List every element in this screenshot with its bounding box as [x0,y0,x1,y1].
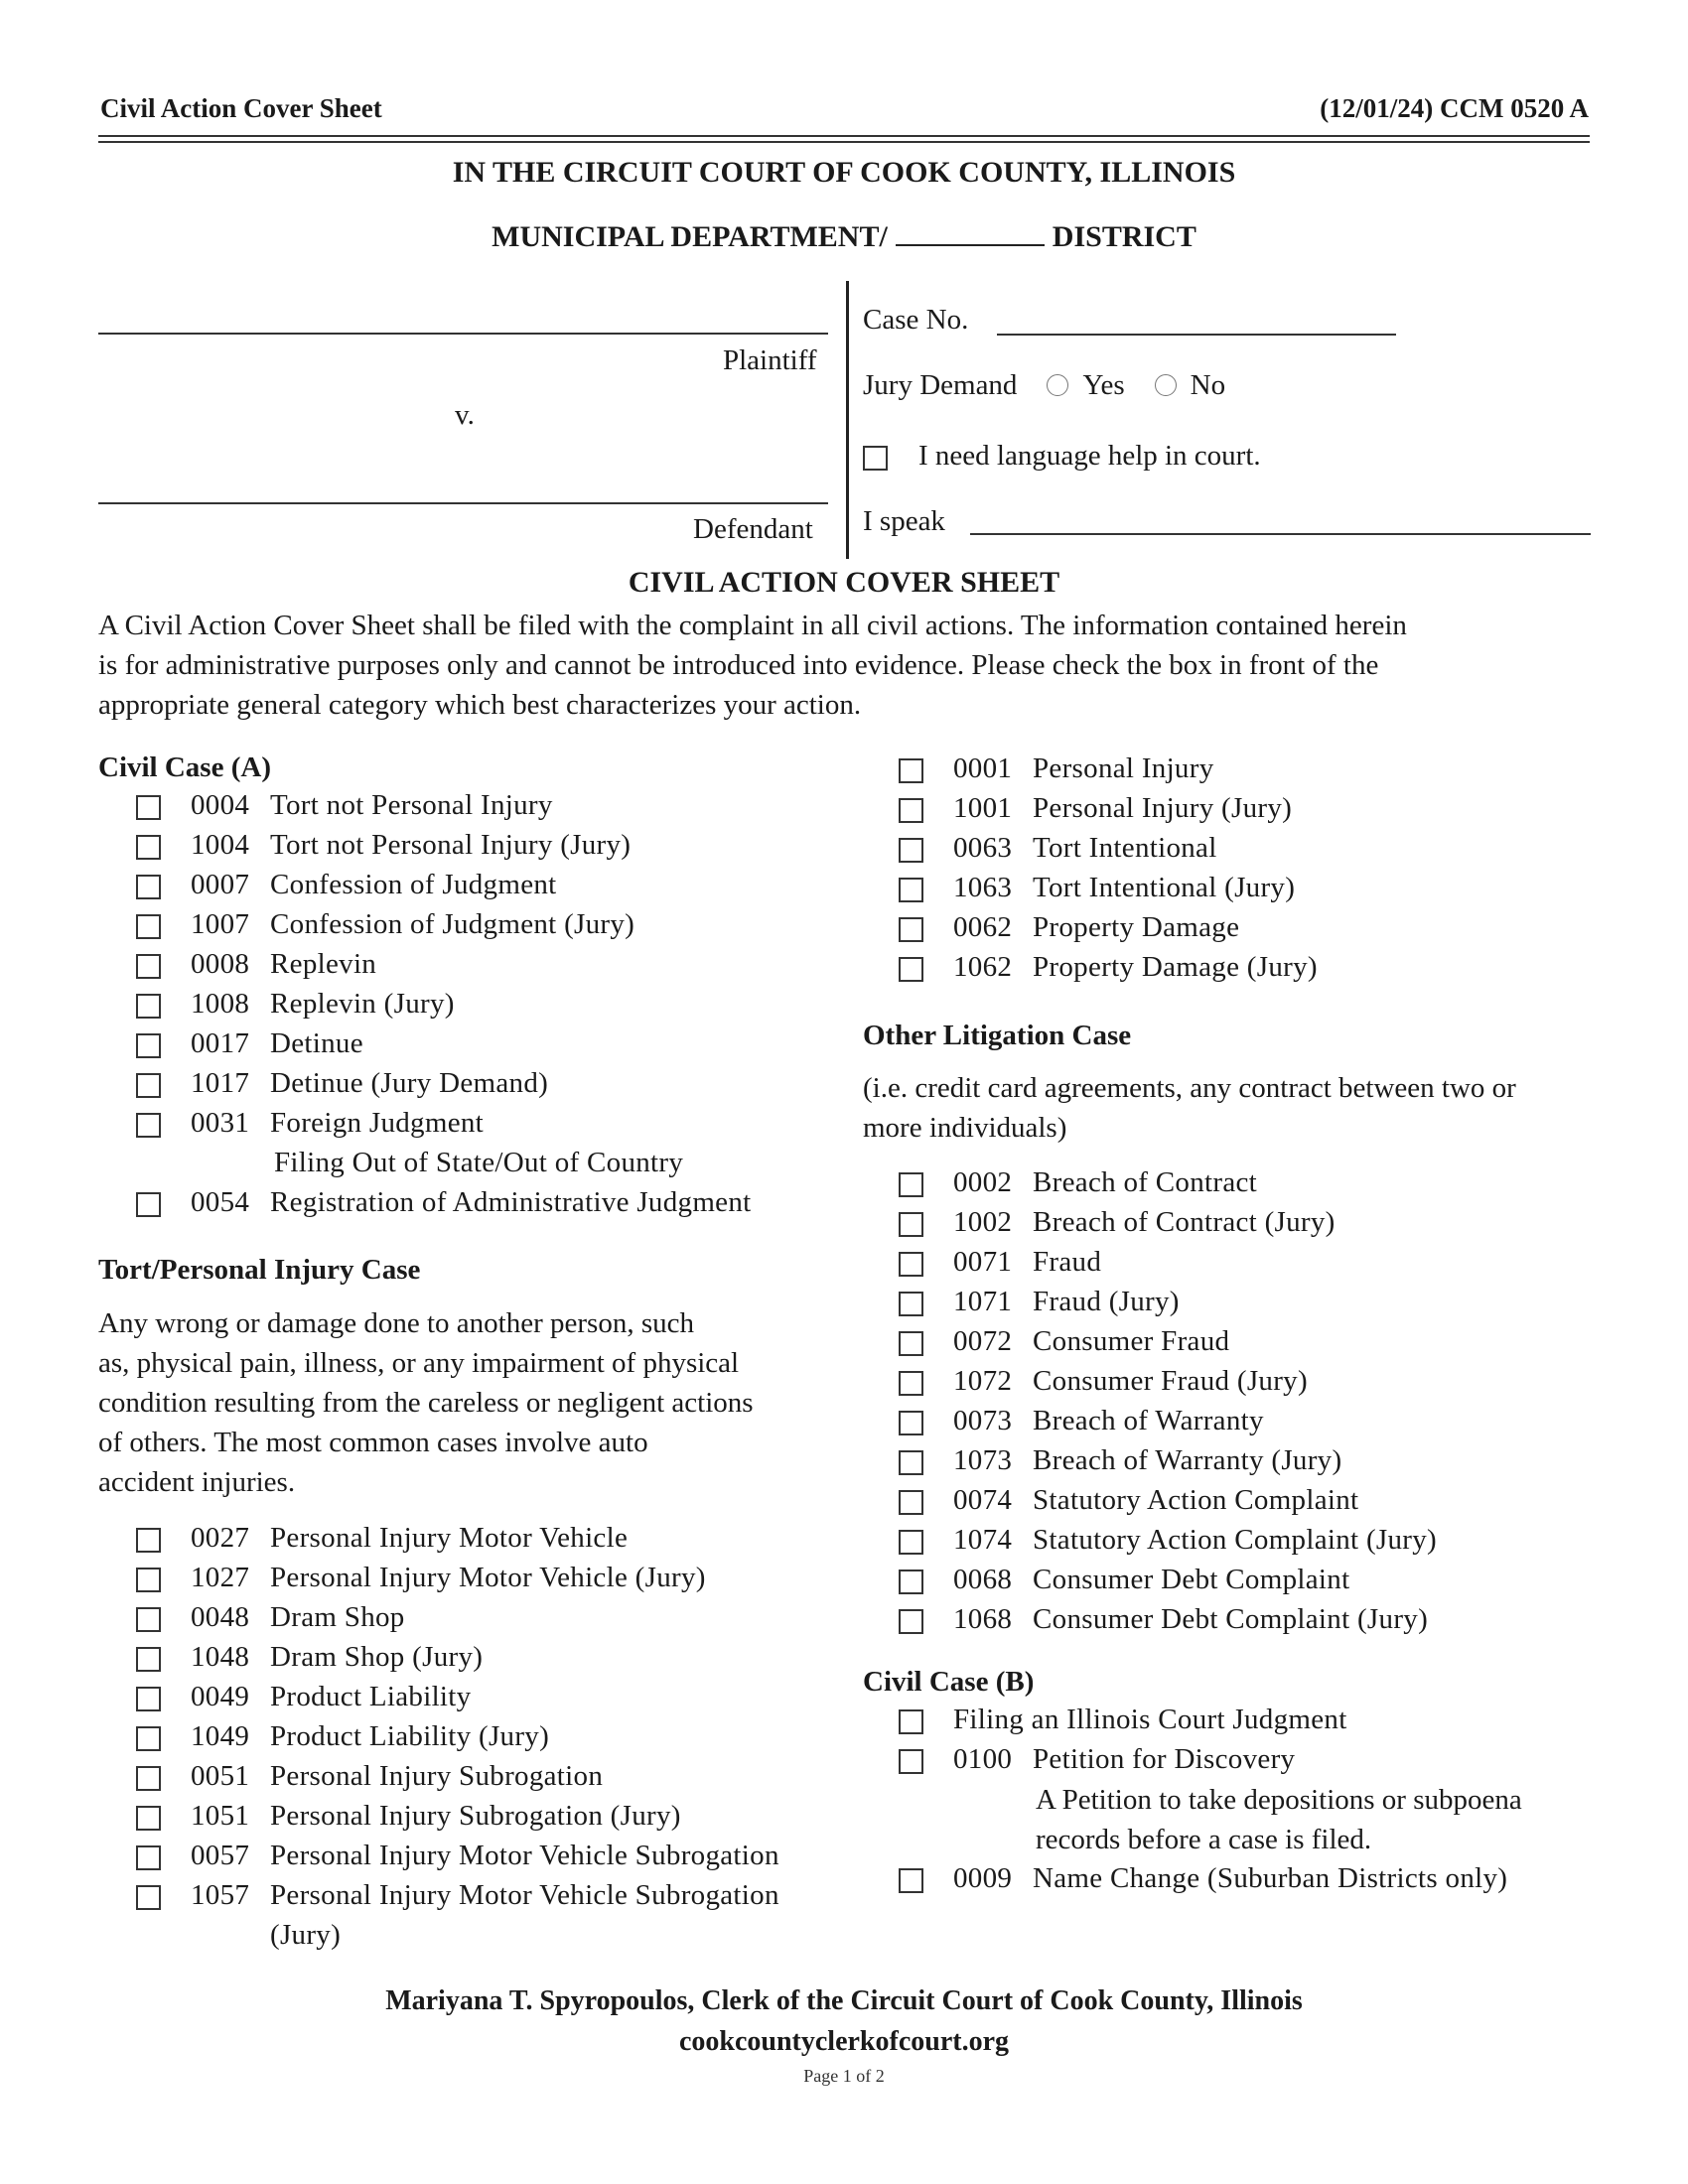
code-0057: 0057 [191,1840,250,1871]
checkbox-0001[interactable] [899,758,923,783]
form-code: (12/01/24) CCM 0520 A [1320,93,1589,123]
i-speak-field[interactable] [970,533,1591,535]
code-1048: 1048 [191,1641,250,1673]
label-0072: Consumer Fraud [1033,1325,1230,1357]
civil-case-b-heading: Civil Case (B) [863,1666,1035,1698]
checkbox-0008[interactable] [136,954,161,979]
code-0068: 0068 [953,1564,1013,1595]
checkbox-0009[interactable] [899,1868,923,1893]
label-1073: Breach of Warranty (Jury) [1033,1444,1342,1476]
clerk-name: Mariyana T. Spyropoulos, Clerk of the Circuit Court of Cook County, Illinois [385,1985,1303,2016]
intro-line: appropriate general category which best characterizes your action. [98,689,862,721]
checkbox-0007[interactable] [136,875,161,899]
other-desc-line: more individuals) [863,1112,1067,1144]
tort-desc-line: as, physical pain, illness, or any impairment of physical [98,1347,740,1379]
jury-demand-label: Jury Demand [863,369,1018,401]
party-divider [846,281,849,559]
clerk-website[interactable]: cookcountyclerkofcourt.org [678,2026,1010,2057]
code-1004: 1004 [191,829,250,861]
case-no-field[interactable] [997,334,1396,336]
plaintiff-line[interactable] [98,333,828,335]
checkbox-1007[interactable] [136,914,161,939]
checkbox-1048[interactable] [136,1647,161,1672]
label-0031-continuation: Filing Out of State/Out of Country [274,1147,684,1178]
code-1073: 1073 [953,1444,1013,1476]
label-0027: Personal Injury Motor Vehicle [270,1522,629,1554]
code-1062: 1062 [953,951,1013,983]
checkbox-0027[interactable] [136,1528,161,1553]
code-0051: 0051 [191,1760,250,1792]
code-1071: 1071 [953,1286,1013,1317]
jury-no-label: No [1190,369,1226,401]
intro-line: is for administrative purposes only and cannot be introduced into evidence. Please check the box in front of the [98,649,1379,681]
label-0004: Tort not Personal Injury [270,789,553,821]
label-1027: Personal Injury Motor Vehicle (Jury) [270,1562,706,1593]
checkbox-0017[interactable] [136,1033,161,1058]
label-1004: Tort not Personal Injury (Jury) [270,829,632,861]
page-number: Page 1 of 2 [803,2066,885,2086]
code-0008: 0008 [191,948,250,980]
sheet-title: CIVIL ACTION COVER SHEET [628,566,1060,599]
code-1049: 1049 [191,1720,250,1752]
label-0001: Personal Injury [1033,752,1214,784]
checkbox-1008[interactable] [136,994,161,1019]
checkbox-0004[interactable] [136,795,161,820]
tort-heading: Tort/Personal Injury Case [98,1254,421,1286]
code-1008: 1008 [191,988,250,1020]
defendant-label: Defendant [693,513,813,545]
code-1063: 1063 [953,872,1013,903]
tort-desc-line: Any wrong or damage done to another person, such [98,1307,694,1339]
label-0007: Confession of Judgment [270,869,557,900]
checkbox-1071[interactable] [899,1292,923,1316]
label-0074: Statutory Action Complaint [1033,1484,1359,1516]
label-1071: Fraud (Jury) [1033,1286,1180,1317]
label-0017: Detinue [270,1027,363,1059]
header-rule-top [98,135,1590,137]
code-0001: 0001 [953,752,1013,784]
code-0007: 0007 [191,869,250,900]
label-0062: Property Damage [1033,911,1240,943]
checkbox-0031[interactable] [136,1113,161,1138]
district-blank[interactable] [896,222,1045,246]
i-speak-label: I speak [863,505,945,537]
label-1049: Product Liability (Jury) [270,1720,550,1752]
label-0071: Fraud [1033,1246,1102,1278]
label-0049: Product Liability [270,1681,472,1712]
checkbox-1051[interactable] [136,1806,161,1831]
label-1062: Property Damage (Jury) [1033,951,1318,983]
defendant-line[interactable] [98,502,828,504]
checkbox-1027[interactable] [136,1568,161,1592]
checkbox-0073[interactable] [899,1411,923,1435]
intro-line: A Civil Action Cover Sheet shall be filed with the complaint in all civil actions. The information contained herein [98,610,1407,641]
versus-label: v. [455,399,475,431]
checkbox-0002[interactable] [899,1172,923,1197]
code-1027: 1027 [191,1562,250,1593]
label-0068: Consumer Debt Complaint [1033,1564,1350,1595]
checkbox-filing-judgment[interactable] [899,1709,923,1734]
jury-no-radio[interactable] [1155,374,1177,396]
code-1074: 1074 [953,1524,1013,1556]
label-1007: Confession of Judgment (Jury) [270,908,635,940]
code-0063: 0063 [953,832,1013,864]
label-0031: Foreign Judgment [270,1107,485,1139]
label-1051: Personal Injury Subrogation (Jury) [270,1800,681,1832]
label-0051: Personal Injury Subrogation [270,1760,604,1792]
checkbox-1073[interactable] [899,1450,923,1475]
language-help-label: I need language help in court. [918,440,1261,472]
label-0057: Personal Injury Motor Vehicle Subrogation [270,1840,779,1871]
tort-desc-line: condition resulting from the careless or negligent actions [98,1387,754,1419]
code-0027: 0027 [191,1522,250,1554]
discovery-desc-line: A Petition to take depositions or subpoena [1036,1784,1522,1816]
code-0049: 0049 [191,1681,250,1712]
label-1072: Consumer Fraud (Jury) [1033,1365,1308,1397]
code-0009: 0009 [953,1862,1013,1894]
label-filing-judgment: Filing an Illinois Court Judgment [953,1704,1347,1735]
civil-case-a-heading: Civil Case (A) [98,751,271,783]
discovery-description [1036,1780,1522,1859]
code-1072: 1072 [953,1365,1013,1397]
checkbox-1049[interactable] [136,1726,161,1751]
court-name: IN THE CIRCUIT COURT OF COOK COUNTY, ILLINOIS [452,156,1236,189]
label-1068: Consumer Debt Complaint (Jury) [1033,1603,1429,1635]
label-1008: Replevin (Jury) [270,988,455,1020]
code-0031: 0031 [191,1107,250,1139]
code-0062: 0062 [953,911,1013,943]
form-title: Civil Action Cover Sheet [100,93,382,123]
label-1001: Personal Injury (Jury) [1033,792,1293,824]
checkbox-0062[interactable] [899,917,923,942]
checkbox-1004[interactable] [136,835,161,860]
code-0004: 0004 [191,789,250,821]
label-1074: Statutory Action Complaint (Jury) [1033,1524,1438,1556]
label-0008: Replevin [270,948,377,980]
code-1051: 1051 [191,1800,250,1832]
checkbox-0048[interactable] [136,1607,161,1632]
checkbox-1001[interactable] [899,798,923,823]
checkbox-1002[interactable] [899,1212,923,1237]
code-0100: 0100 [953,1743,1013,1775]
intro-paragraph [98,606,1407,725]
tort-desc-line: accident injuries. [98,1466,296,1498]
other-desc-line: (i.e. credit card agreements, any contract between two or [863,1072,1516,1104]
code-0074: 0074 [953,1484,1013,1516]
label-1002: Breach of Contract (Jury) [1033,1206,1336,1238]
language-help-checkbox[interactable] [863,446,888,471]
checkbox-1017[interactable] [136,1073,161,1098]
code-0072: 0072 [953,1325,1013,1357]
code-0073: 0073 [953,1405,1013,1436]
label-0002: Breach of Contract [1033,1166,1258,1198]
checkbox-0063[interactable] [899,838,923,863]
checkbox-1062[interactable] [899,957,923,982]
plaintiff-label: Plaintiff [723,344,817,376]
label-1017: Detinue (Jury Demand) [270,1067,549,1099]
code-0048: 0048 [191,1601,250,1633]
code-0002: 0002 [953,1166,1013,1198]
jury-yes-label: Yes [1082,369,1125,401]
checkbox-0057[interactable] [136,1845,161,1870]
checkbox-0072[interactable] [899,1331,923,1356]
code-0017: 0017 [191,1027,250,1059]
department-line [98,220,1590,254]
header-rule-bottom [98,141,1590,143]
code-1002: 1002 [953,1206,1013,1238]
checkbox-1063[interactable] [899,878,923,902]
tort-description [98,1303,754,1502]
jury-yes-radio[interactable] [1047,374,1068,396]
tort-desc-line: of others. The most common cases involve auto [98,1427,648,1458]
case-no-label: Case No. [863,304,969,336]
label-1057: Personal Injury Motor Vehicle Subrogation [270,1879,779,1911]
label-0009: Name Change (Suburban Districts only) [1033,1862,1508,1894]
label-0100: Petition for Discovery [1033,1743,1296,1775]
jury-demand-row [863,369,1225,402]
label-1057-continuation: (Jury) [270,1919,342,1951]
label-0048: Dram Shop [270,1601,405,1633]
code-1057: 1057 [191,1879,250,1911]
label-1063: Tort Intentional (Jury) [1033,872,1296,903]
department-prefix: MUNICIPAL DEPARTMENT/ [492,220,888,253]
checkbox-1068[interactable] [899,1609,923,1634]
code-1068: 1068 [953,1603,1013,1635]
checkbox-0074[interactable] [899,1490,923,1515]
checkbox-0054[interactable] [136,1192,161,1217]
checkbox-0071[interactable] [899,1252,923,1277]
code-0054: 0054 [191,1186,250,1218]
other-litigation-heading: Other Litigation Case [863,1020,1132,1051]
discovery-desc-line: records before a case is filed. [1036,1824,1372,1855]
checkbox-1057[interactable] [136,1885,161,1910]
checkbox-0068[interactable] [899,1570,923,1594]
code-1017: 1017 [191,1067,250,1099]
label-0054: Registration of Administrative Judgment [270,1186,752,1218]
checkbox-0049[interactable] [136,1687,161,1711]
checkbox-1074[interactable] [899,1530,923,1555]
label-1048: Dram Shop (Jury) [270,1641,484,1673]
code-1007: 1007 [191,908,250,940]
code-1001: 1001 [953,792,1013,824]
other-litigation-description [863,1068,1516,1148]
label-0063: Tort Intentional [1033,832,1217,864]
label-0073: Breach of Warranty [1033,1405,1264,1436]
checkbox-1072[interactable] [899,1371,923,1396]
department-suffix: DISTRICT [1052,220,1196,253]
code-0071: 0071 [953,1246,1013,1278]
checkbox-0051[interactable] [136,1766,161,1791]
checkbox-0100[interactable] [899,1749,923,1774]
